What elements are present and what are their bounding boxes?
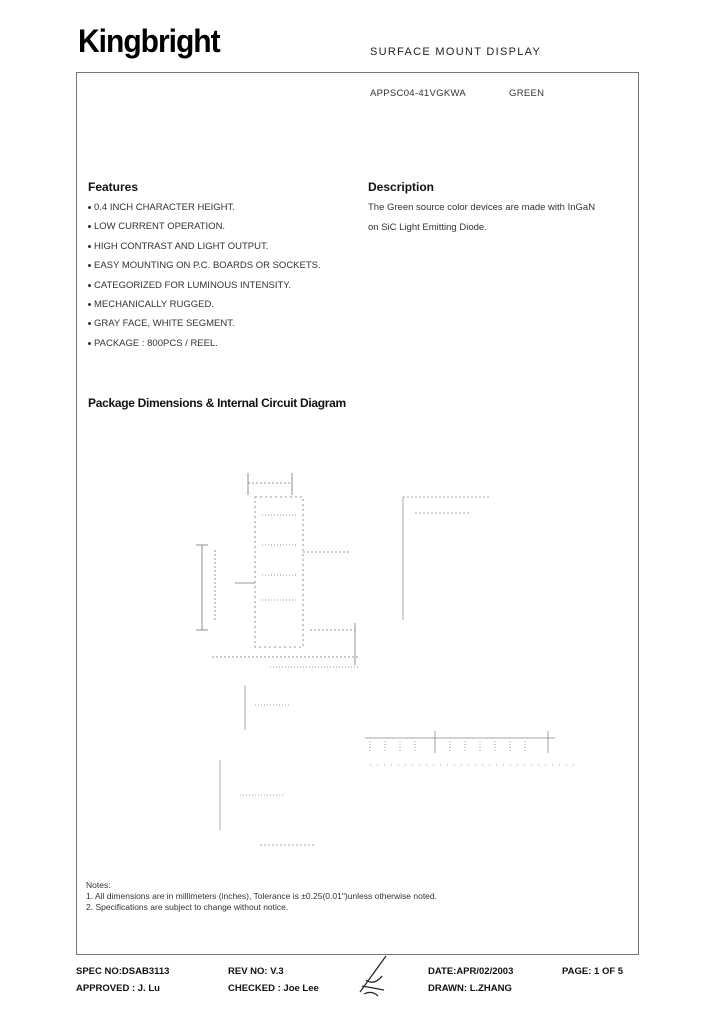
approved-by: APPROVED : J. Lu <box>76 983 160 994</box>
signature-mark-icon <box>356 950 392 1000</box>
checked-by: CHECKED : Joe Lee <box>228 983 319 994</box>
front-view-drawing <box>196 473 360 667</box>
feature-item: EASY MOUNTING ON P.C. BOARDS OR SOCKETS. <box>88 256 321 275</box>
feature-item: HIGH CONTRAST AND LIGHT OUTPUT. <box>88 237 321 256</box>
description-text <box>368 198 638 237</box>
part-number: APPSC04-41VGKWA <box>370 88 467 99</box>
description-line: The Green source color devices are made with InGaN <box>368 202 596 213</box>
note-item: 2. Specifications are subject to change without notice. <box>86 902 289 912</box>
feature-item: GRAY FACE, WHITE SEGMENT. <box>88 314 321 333</box>
revision-number: REV NO: V.3 <box>228 966 284 977</box>
internal-circuit-diagram <box>365 731 580 765</box>
note-item: 1. All dimensions are in millimeters (inches), Tolerance is ±0.25(0.01")unless otherwise noted. <box>86 891 437 901</box>
company-logo: Kingbright <box>78 24 220 60</box>
feature-item: LOW CURRENT OPERATION. <box>88 217 321 236</box>
page-number: PAGE: 1 OF 5 <box>562 966 624 977</box>
document-title: SURFACE MOUNT DISPLAY <box>370 46 542 58</box>
description-heading: Description <box>368 180 435 194</box>
feature-item: PACKAGE : 800PCS / REEL. <box>88 334 321 353</box>
drawn-by: DRAWN: L.ZHANG <box>428 983 512 994</box>
feature-item: MECHANICALLY RUGGED. <box>88 295 321 314</box>
feature-item: CATEGORIZED FOR LUMINOUS INTENSITY. <box>88 276 321 295</box>
notes-block <box>86 880 437 913</box>
side-view-drawing <box>403 497 490 620</box>
package-heading: Package Dimensions & Internal Circuit Diagram <box>88 396 346 410</box>
package-dimension-drawing <box>160 455 610 875</box>
description-line: on SiC Light Emitting Diode. <box>368 221 487 233</box>
features-list <box>88 198 321 353</box>
bottom-view-drawing <box>220 685 315 845</box>
features-heading: Features <box>88 180 139 194</box>
spec-number: SPEC NO:DSAB3113 <box>76 966 170 977</box>
issue-date: DATE:APR/02/2003 <box>428 966 514 977</box>
color-label: GREEN <box>509 88 545 99</box>
feature-item: 0.4 INCH CHARACTER HEIGHT. <box>88 198 321 217</box>
notes-heading: Notes: <box>86 880 111 890</box>
